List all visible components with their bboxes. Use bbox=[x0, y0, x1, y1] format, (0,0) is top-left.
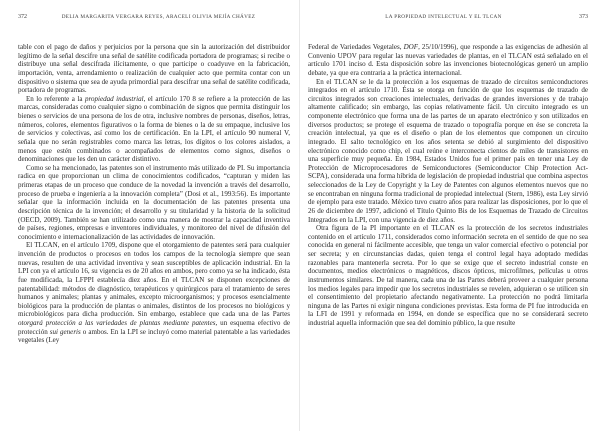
text-run: El TLCAN, en el artículo 1709, dispone que el otorgamiento de patentes será para cualquier invención de productos o procesos en todos los campos de la tecnología siempre que sean nuevas, resulten de una actividad inventiva y sean susceptibles de aplicación industrial. En la LPI con ya el artículo 16, su vigencia es de 20 años en ambos, pero como ya se ha indicado, ésta fue modificada, la LFPPI establecía diez años. En el TLCAN se disponen excepciones de patentabilidad: métodos de diagnóstico, terapéuticos y quirúrgicos para el tratamiento de seres humanos y animales; plantas y animales, excepto microorganismos; y procesos esencialmente biológicos para la producción de plantas o animales, distintos de los procesos no biológicos y microbiológicos para dicha producción. Sin embargo, establece que cada una de las Partes bbox=[18, 241, 290, 319]
italic-text-run: otorgará protección a las variedades de plantas mediante patentes bbox=[18, 319, 216, 327]
right-page-body bbox=[308, 43, 588, 328]
right-page-header bbox=[308, 14, 588, 29]
italic-text-run: sui generis bbox=[49, 327, 81, 336]
paragraph bbox=[308, 224, 588, 328]
paragraph bbox=[18, 164, 290, 242]
text-run: En el TLCAN se le da la protección a los esquemas de trazado de circuitos semiconductores integrados en el artículo 1710. Ésta se otorga en función de que los esquemas de trazado de circuitos integrados son creaciones intelectuales, derivadas de grandes inversiones y de trabajo altamente calificado; sin embargo, las copias relativamente fácil. Un circuito integrado es un componente electrónico que forma una de las partes de un aparato electrónico y son utilizados en diversos productos; se protege el esquema de trazado o topografía porque en ése se concreta la creación intelectual, ya que es el diseño o plan de los elementos que componen un circuito integrado. El salto tecnológico en los años setenta se debió al surgimiento del dispositivo electrónico conocido como chip, el cual reúne e interconecta cientos de miles de transistores en una superficie muy pequeña. En 1984, Estados Unidos fue el primer país en tener una Ley de Protección de Microprocesadores de Semiconductores (Semiconductor Chip Protection Act-SCPA), considerada una forma híbrida de legislación de propiedad industrial que combina aspectos seleccionados de la Ley de Copyright y la Ley de Patentes con algunos elementos nuevos que no se encontraban en ninguna forma tradicional de propiedad intelectual (Stern, 1986), esta Ley sirvió de ejemplo para este tratado. México tuvo cuatro años para realizar las disposiciones, por lo que el 26 de diciembre de 1997, adicionó el Título Quinto Bis de los Esquemas de Trazado de Circuitos Integrados en la LPI, con una vigencia de diez años. bbox=[308, 77, 588, 224]
paragraph bbox=[18, 43, 290, 95]
left-page-header bbox=[18, 14, 290, 29]
left-running-head: DELIA MARGARITA VERGARA REYES, ARACELI OLIVIA MEJÍA CHÁVEZ bbox=[61, 14, 256, 20]
paragraph bbox=[308, 43, 588, 78]
text-run: table con el pago de daños y perjuicios por la persona que sin la autorización del distribuidor legítimo de la señal descifre una señal de satélite codificada portadora de programas; si recibe o distribuye una señal descifrada ilícitamente, o que participe o coadyuve en la fabricación, importación, venta, arrendamiento o realización de cualquier acto que permita contar con un dispositivo o sistema que sea de ayuda primordial para descifrar una señal de satélite codificada, portadora de programas. bbox=[18, 43, 290, 95]
text-run: Como se ha mencionado, las patentes son el instrumento más utilizado de PI. Su importancia radica en que proporcionan un clima de conocimientos codificados, “capturan y miden las primeras etapas de un proceso que conduce de la novedad la invención a través del desarrollo, proceso de prueba e ingeniería a la innovación completa” (Dosi et al., 1993:56). Es importante señalar que la información incluida en la documentación de las patentes presenta una descripción técnica de la invención; el desarrollo y su titularidad y la historia de la solicitud (OECD, 2009). También se han utilizado como una manera de mostrar la capacidad inventiva de países, regiones, empresas e inventores individuales, y monitoreo del nivel de difusión del conocimiento e internacionalización de las actividades de innovación. bbox=[18, 163, 290, 241]
right-page-number: 373 bbox=[579, 14, 588, 20]
text-run: En lo referente a la bbox=[26, 94, 85, 103]
text-run: , el artículo 170 8 se refiere a la protección de las marcas, consideradas como cualquier signo o combinación de signos que permita distinguir los bienes o servicios de una persona de los de otra, inclusive nombres de personas, diseños, letras, números, colores, elementos figurativos o la forma de bienes o la de su empaque, inclusive los de servicios y colectivas, así como los de certificación. En la LPI, el artículo 90 numeral V, señala que no serán registrables como marca las letras, los dígitos o los colores aislados, a menos que estén combinados o acompañados de elementos como signos, diseños o denominaciones que les den un carácter distintivo. bbox=[18, 94, 290, 164]
left-page-body bbox=[18, 43, 290, 345]
right-running-head: LA PROPIEDAD INTELECTUAL Y EL TLCAN bbox=[385, 14, 502, 20]
text-run: , 25/10/1996), que responde a las exigencias de adhesión al Convenio UPOV para regular las nuevas variedades de plantas, en el TLCAN está señalado en el artículo 1701 inciso d. Esta disposición sobre las invenciones biotecnológicas generó un amplio debate, ya que era contraria a la práctica internacional. bbox=[308, 43, 588, 77]
text-run: Federal de Variedades Vegetales, bbox=[308, 43, 404, 51]
paragraph bbox=[18, 241, 290, 345]
italic-text-run: DOF bbox=[403, 43, 419, 51]
text-run: , un esquema efectivo de protección bbox=[18, 319, 290, 336]
paragraph bbox=[308, 78, 588, 225]
left-page-number: 372 bbox=[18, 14, 27, 20]
italic-text-run: propiedad industrial bbox=[84, 94, 144, 103]
right-page bbox=[300, 0, 600, 431]
text-run: Otra figura de la PI importante en el TLCAN es la protección de los secretos industriales contenido en el artículo 1711, considerados como información secreta en el sentido de que no sea conocida en general ni fácilmente accesible, que tenga un valor comercial efectivo o potencial por ser secreta; y en circunstancias dadas, quien tenga el control legal haya adoptado medidas razonables para mantenerla secreta. Por lo que se exige que el secreto industrial conste en documentos, medios electrónicos o magnéticos, discos ópticos, microfilmes, películas u otros instrumentos similares. De tal manera, cada una de las Partes deberá proveer a cualquier persona los medios legales para impedir que los secretos industriales se revelen, adquieran o se utilicen sin el consentimiento del propietario afectando negativamente. La protección no podrá limitarla ninguna de las Partes ni exigir ninguna condiciones previstas. Esta forma de PI fue introducida en la LFI de 1991 y reformada en 1994, en donde se específica que no se considerará secreto industrial aquella información que sea del dominio público, la que resulte bbox=[308, 224, 588, 327]
text-run: o ambos. En la LPI se incluyó como material patentable a las variedades vegetales (Ley bbox=[18, 327, 290, 345]
paragraph bbox=[18, 95, 290, 164]
